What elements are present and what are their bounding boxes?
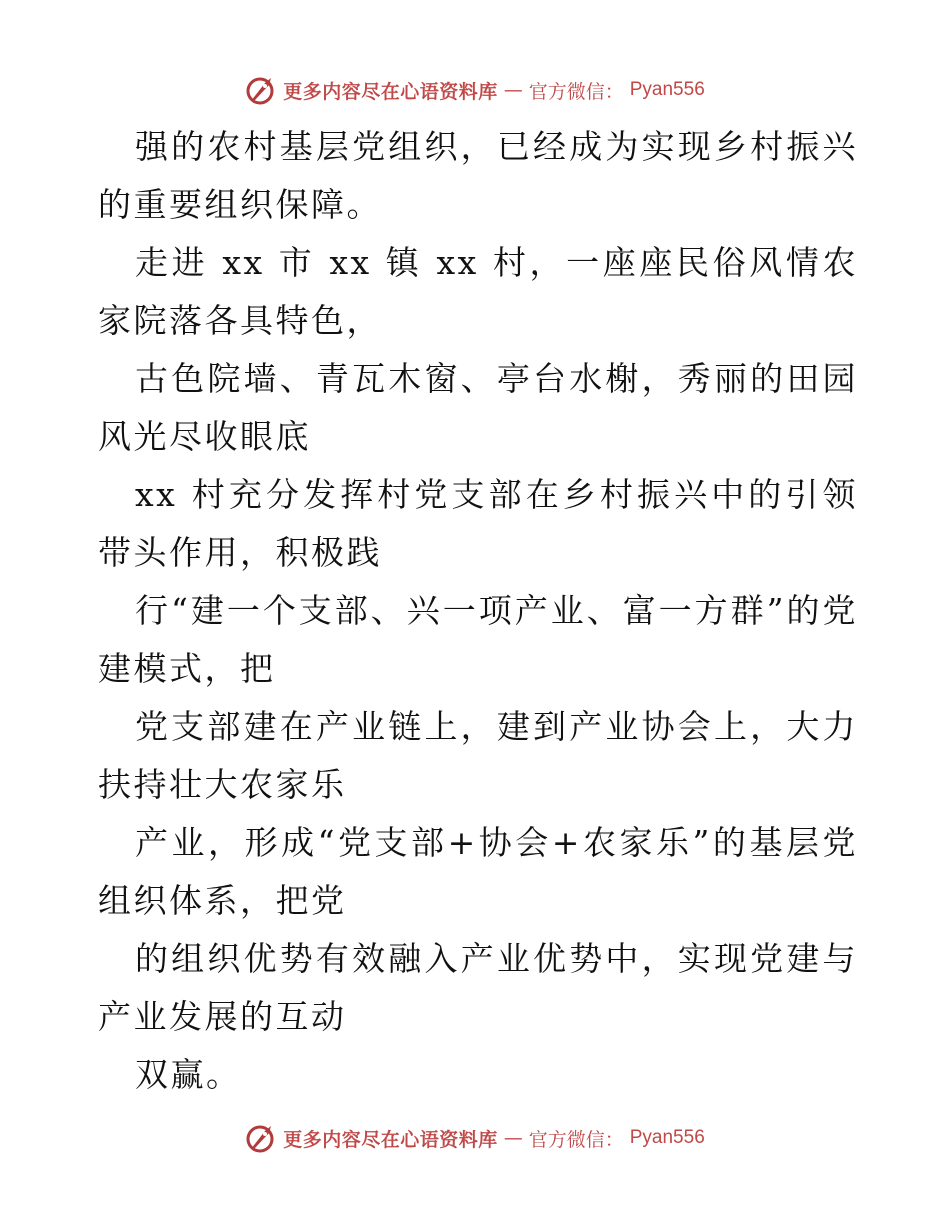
wechat-label: 官方微信： [528, 1128, 624, 1151]
paragraph: 的组织优势有效融入产业优势中，实现党建与产业发展的互动 [98, 939, 858, 1036]
footer-banner [0, 1118, 950, 1158]
banner-separator: — [503, 1127, 523, 1149]
pen-logo-icon [245, 74, 277, 106]
paragraph: 行“建一个支部、兴一项产业、富一方群”的党建模式，把 [98, 591, 858, 688]
banner-separator: — [503, 79, 523, 101]
paragraph: 走进 xx 市 xx 镇 xx 村，一座座民俗风情农家院落各具特色， [98, 243, 858, 340]
paragraph: 党支部建在产业链上，建到产业协会上，大力扶持壮大农家乐 [98, 707, 858, 804]
wechat-id: Pyan556 [629, 79, 705, 100]
paragraph: 产业，形成“党支部+协会+农家乐”的基层党组织体系，把党 [98, 823, 858, 920]
wechat-id: Pyan556 [629, 1127, 705, 1148]
pen-logo-icon [245, 1122, 277, 1154]
site-name: 更多内容尽在心语资料库 [283, 1128, 498, 1151]
document-body [98, 118, 858, 1104]
wechat-label: 官方微信： [528, 80, 624, 103]
site-name: 更多内容尽在心语资料库 [283, 80, 498, 103]
paragraph: 双赢。 [135, 1055, 242, 1094]
header-banner [0, 70, 950, 110]
paragraph: 古色院墙、青瓦木窗、亭台水榭，秀丽的田园风光尽收眼底 [98, 359, 858, 456]
paragraph: 强的农村基层党组织，已经成为实现乡村振兴的重要组织保障。 [98, 127, 858, 224]
paragraph: xx 村充分发挥村党支部在乡村振兴中的引领带头作用，积极践 [98, 475, 858, 572]
